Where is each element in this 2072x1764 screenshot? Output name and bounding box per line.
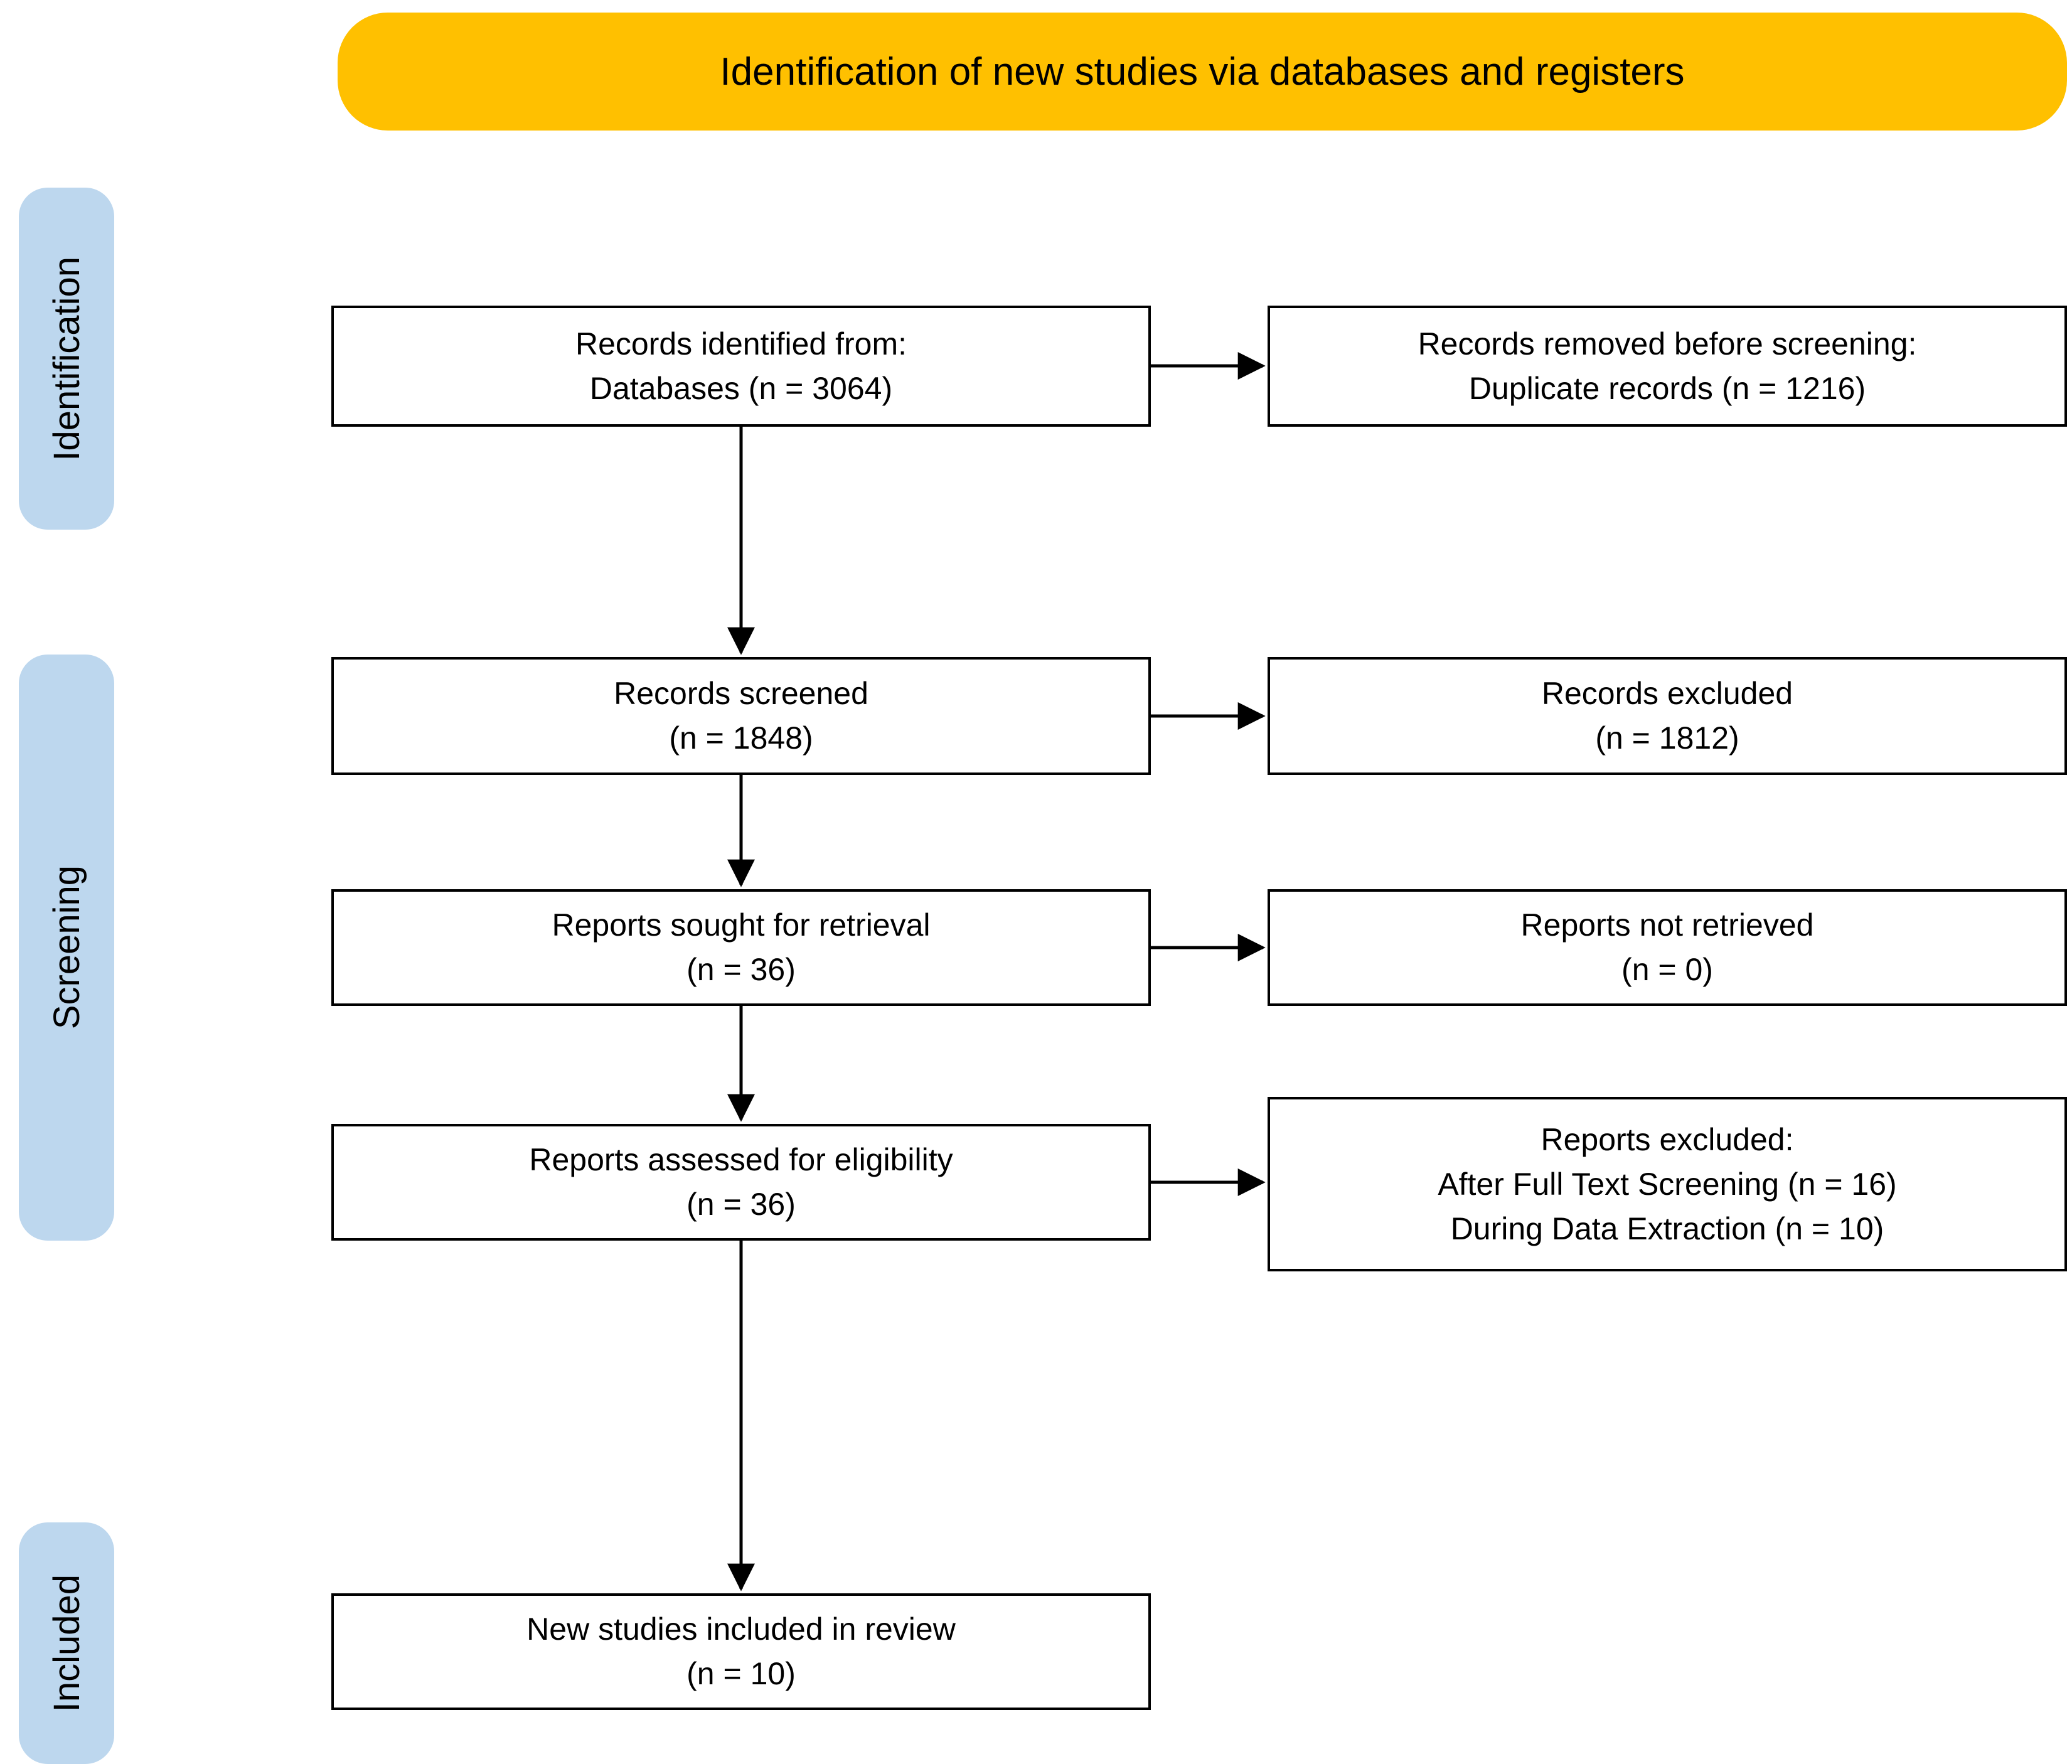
box-text-line: (n = 1848) [669, 720, 813, 756]
box-reports-sought [331, 889, 1151, 1006]
box-records-excluded [1268, 657, 2067, 775]
box-studies-included [331, 1593, 1151, 1710]
stage-screening [19, 655, 114, 1241]
box-text-line: (n = 36) [686, 1187, 796, 1222]
box-text-line: Reports sought for retrieval [552, 907, 931, 943]
stage-identification-label: Identification [46, 256, 87, 461]
box-text-line: (n = 1812) [1595, 720, 1739, 756]
stage-included [19, 1522, 114, 1764]
box-text-line: (n = 10) [686, 1656, 796, 1691]
box-text-line: Records removed before screening: [1418, 326, 1917, 361]
box-text-line: After Full Text Screening (n = 16) [1438, 1166, 1897, 1202]
box-text-line: (n = 36) [686, 952, 796, 987]
stage-included-label: Included [46, 1574, 87, 1713]
box-text-line: Reports excluded: [1541, 1121, 1794, 1157]
box-records-screened [331, 657, 1151, 775]
banner-title [338, 13, 2067, 131]
box-records-removed [1268, 306, 2067, 427]
box-text-line: During Data Extraction (n = 10) [1450, 1211, 1884, 1246]
box-reports-assessed [331, 1124, 1151, 1241]
box-text-line: Records identified from: [575, 326, 907, 361]
box-text-line: Records excluded [1541, 676, 1793, 711]
box-text-line: (n = 0) [1621, 952, 1713, 987]
box-text-line: Duplicate records (n = 1216) [1468, 370, 1866, 406]
box-reports-not-retrieved [1268, 889, 2067, 1006]
box-text-line: New studies included in review [526, 1612, 956, 1647]
box-records-identified [331, 306, 1151, 427]
box-text-line: Reports not retrieved [1520, 907, 1814, 943]
banner-title-label: Identification of new studies via databases and registers [720, 50, 1685, 94]
box-text-line: Records screened [614, 676, 868, 711]
stage-identification [19, 188, 114, 530]
box-text-line: Reports assessed for eligibility [529, 1142, 953, 1177]
stage-screening-label: Screening [46, 865, 87, 1030]
box-reports-excluded [1268, 1097, 2067, 1271]
box-text-line: Databases (n = 3064) [589, 370, 893, 406]
